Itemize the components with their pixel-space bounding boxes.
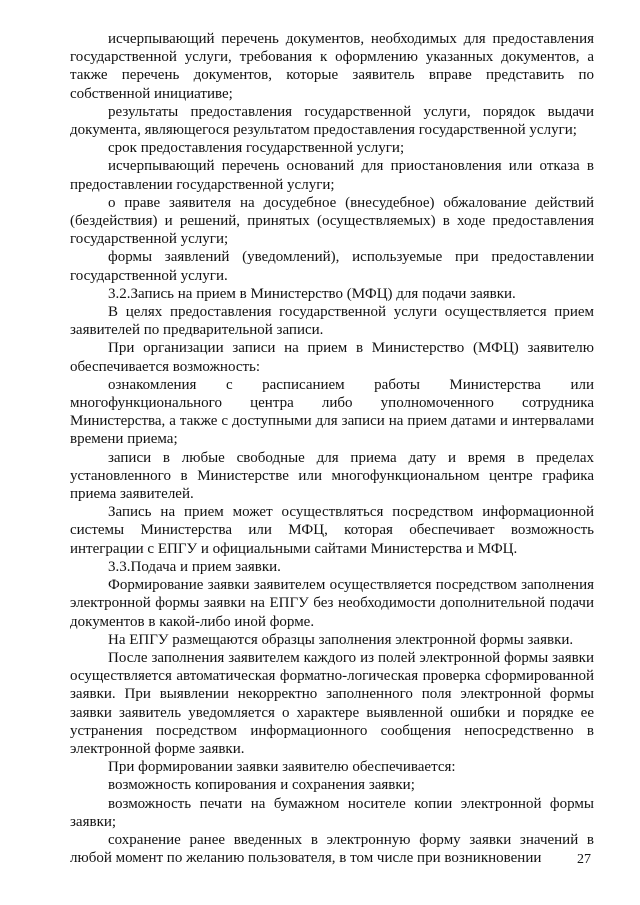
paragraph: исчерпывающий перечень оснований для приостановления или отказа в предоставлении государственной услуги; [70,158,594,193]
paragraph: результаты предоставления государственной услуги, порядок выдачи документа, являющегося результатом предоставления государственной услуги; [70,103,594,139]
paragraph: На ЕПГУ размещаются образцы заполнения электронной формы заявки. [108,631,574,648]
page-number: 27 [577,852,591,867]
paragraph: о праве заявителя на досудебное (внесудебное) обжалование действий (бездействия) и решений, принятых (осуществляемых) в ходе предоставления государственной услуги; [70,194,594,248]
paragraph: исчерпывающий перечень документов, необходимых для предоставления государственной услуги, требования к оформлению указанных документов, а также перечень документов, которые заявитель вправе представить по собственной инициативе; [70,31,594,102]
paragraph: Запись на прием может осуществляться посредством информационной системы Министерства или МФЦ, которая обеспечивает возможность интеграции с ЕПГУ и официальными сайтами Министерства и МФЦ. [70,504,594,557]
paragraph: формы заявлений (уведомлений), используемые при предоставлении государственной услуги. [70,249,594,284]
paragraph: При организации записи на прием в Министерство (МФЦ) заявителю обеспечивается возможность: [70,340,594,375]
paragraph: возможность печати на бумажном носителе копии электронной формы заявки; [70,795,594,830]
paragraph: Формирование заявки заявителем осуществляется посредством заполнения электронной формы заявки на ЕПГУ без необходимости дополнительной подачи документов в какой-либо иной форме. [70,577,594,630]
paragraph: срок предоставления государственной услуги; [108,140,405,157]
paragraph: При формировании заявки заявителю обеспечивается: [108,759,456,776]
section-heading-3-2: 3.2.Запись на прием в Министерство (МФЦ) для подачи заявки. [108,285,516,302]
paragraph: записи в любые свободные для приема дату и время в пределах установленного в Министерстве или многофункциональном центре графика приема заявителей. [70,449,594,503]
paragraph: После заполнения заявителем каждого из полей электронной формы заявки осуществляется автоматическая форматно-логическая проверка сформированной заявки. При выявлении некорректно заполненного поля электронной формы заявки заявитель уведомляется о характере выявленной ошибки и порядке ее устранения посредством информационного сообщения непосредственно в электронной форме заявки. [70,649,594,757]
paragraph: В целях предоставления государственной услуги осуществляется прием заявителей по предварительной записи. [70,304,594,339]
document-body [70,30,594,867]
paragraph: сохранение ранее введенных в электронную форму заявки значений в любой момент по желанию пользователя, в том числе при возникновении [70,831,594,867]
section-heading-3-3: 3.3.Подача и прием заявки. [108,558,281,575]
paragraph: ознакомления с расписанием работы Министерства или многофункционального центра либо уполномоченного сотрудника Министерства, а также с доступными для записи на прием датами и интервалами времени приема; [70,376,594,448]
paragraph: возможность копирования и сохранения заявки; [108,777,415,794]
